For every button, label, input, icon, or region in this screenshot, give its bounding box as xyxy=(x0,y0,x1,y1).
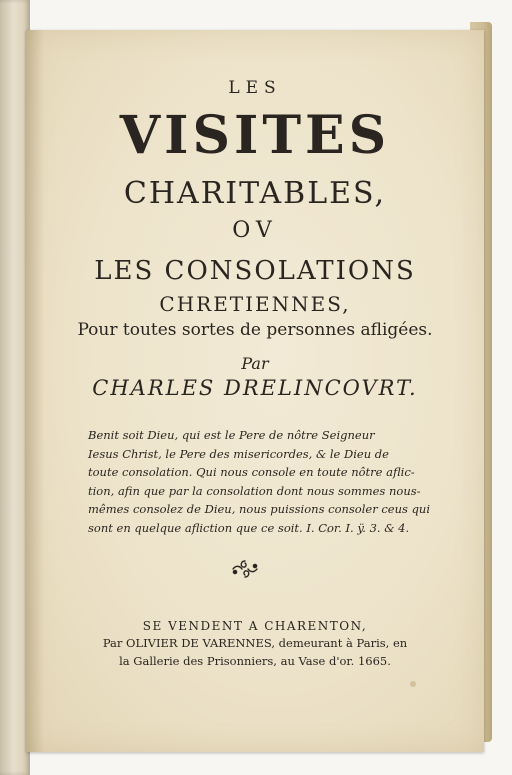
title-page xyxy=(26,30,484,752)
epigraph-quote xyxy=(88,426,448,537)
imprint-line-1: SE VENDENT A CHARENTON, xyxy=(142,619,368,633)
quote-line: Benit soit Dieu, qui est le Pere de nôtre Seigneur xyxy=(88,428,375,442)
title-line-ou: OV xyxy=(232,218,278,243)
title-line-visites: VISITES xyxy=(119,105,391,166)
title-line-les: LES xyxy=(228,78,282,98)
title-line-charitables: CHARITABLES, xyxy=(123,176,387,211)
author-prefix: Par xyxy=(241,354,269,373)
quote-line: toute consolation. Qui nous console en toute nôtre aflic- xyxy=(88,465,415,479)
fleuron-icon xyxy=(230,558,260,580)
title-line-chretiennes: CHRETIENNES, xyxy=(159,292,351,316)
foxing-spot xyxy=(410,681,416,687)
imprint-line-2: Par OLIVIER DE VARENNES, demeurant à Paris, en xyxy=(102,636,408,650)
title-line-consolations: LES CONSOLATIONS xyxy=(94,256,416,286)
subtitle-line: Pour toutes sortes de personnes afligées. xyxy=(77,320,433,340)
quote-line: sont en quelque afliction que ce soit. I. Cor. I. ÿ. 3. & 4. xyxy=(88,520,410,535)
quote-line: tion, afin que par la consolation dont nous sommes nous- xyxy=(88,483,421,498)
imprint-line-3: la Gallerie des Prisonniers, au Vase d'or. 1665. xyxy=(119,654,391,668)
quote-line: Iesus Christ, le Pere des misericordes, & le Dieu de xyxy=(88,446,389,461)
quote-line: mêmes consolez de Dieu, nous puissions consoler ceus qui xyxy=(88,502,431,516)
author-name: CHARLES DRELINCOVRT. xyxy=(92,376,418,400)
